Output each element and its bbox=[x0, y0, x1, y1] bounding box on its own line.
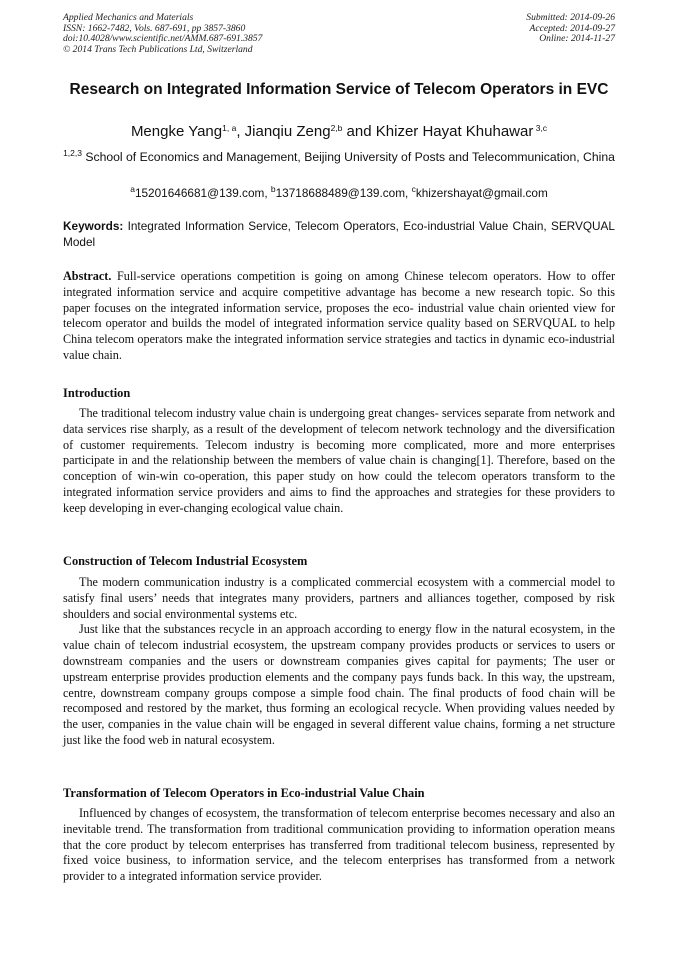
section-heading-transformation: Transformation of Telecom Operators in Eco-industrial Value Chain bbox=[63, 786, 425, 800]
email-mark: a bbox=[130, 184, 135, 194]
affiliation-mark: 1,2,3 bbox=[63, 148, 82, 158]
keywords-text: Integrated Information Service, Telecom Operators, Eco-industrial Value Chain, SERVQUAL Model bbox=[63, 219, 615, 249]
author-name: Khizer Hayat Khuhawar bbox=[375, 123, 534, 140]
author-affiliation-mark: 2,b bbox=[330, 123, 343, 133]
email-address: 13718688489@139.com, bbox=[275, 186, 412, 200]
keywords-label: Keywords: bbox=[63, 219, 124, 233]
keywords bbox=[63, 219, 615, 250]
paragraph: The traditional telecom industry value chain is undergoing great changes- services separate from network and data services rise sharply, as a result of the development of telecom network technology and the diversification of customer requirements. Telecom industry is becoming more complicated, more and more enterprises participate in and the relationship between the members of value chain is changing[1]. Therefore, based on the conception of win-win co-operation, this paper study on how could the telecom operators transform to the integrated information service providers and aims to find the approaches and strategies for these providers to keep developing in ever-changing ecological value chain. bbox=[63, 406, 615, 515]
journal-copyright: © 2014 Trans Tech Publications Ltd, Switzerland bbox=[63, 43, 253, 55]
author-separator: and bbox=[342, 123, 376, 140]
journal-doi: doi:10.4028/www.scientific.net/AMM.687-691.3857 bbox=[63, 33, 263, 45]
author-separator: , bbox=[236, 123, 245, 140]
introduction-body bbox=[63, 406, 615, 517]
online-date: Online: 2014-11-27 bbox=[539, 33, 615, 45]
section-heading-introduction: Introduction bbox=[63, 386, 131, 400]
email-mark: c bbox=[411, 184, 416, 194]
paragraph: The modern communication industry is a complicated commercial ecosystem with a commercial model to satisfy final users’ needs that integrates many providers, partners and alliances together, composed by risk shoulders and social environmental systems etc. bbox=[63, 575, 615, 621]
author-affiliation-mark: 3,c bbox=[533, 123, 548, 133]
journal-name: Applied Mechanics and Materials bbox=[63, 12, 194, 23]
abstract-text: Full-service operations competition is going on among Chinese telecom operators. How to offer integrated information service and acquire competitive advantage has become a new research topic. So this paper focuses on the integrated information service, proposes the eco- industrial value chain oriented view for telecom operator and builds the model of integrated information service quality based on SERVQUAL to help China telecom operators make the integrated information service strategies and tactics in dynamic eco-industrial value chain. bbox=[63, 269, 615, 362]
submission-dates bbox=[415, 13, 615, 45]
transformation-body bbox=[63, 806, 615, 885]
author-emails bbox=[63, 186, 615, 200]
paper-title: Research on Integrated Information Service of Telecom Operators in EVC bbox=[69, 81, 609, 98]
author-affiliation-mark: 1, a bbox=[222, 123, 237, 133]
abstract-label: Abstract. bbox=[63, 269, 112, 283]
paragraph: Just like that the substances recycle in an approach according to energy flow in the natural ecosystem, in the value chain of telecom industrial ecosystem, the upstream company provides products or services to users or downstream companies and the users or downstream companies gives capital for payments; The user or upstream enterprise provides production elements and the company pays funds back. In this way, the upstream, centre, downstream company groups compose a simple food chain. The final products of food chain will be recomposed and restored by the market, thus forming an ecological recycle. When providing values needed by the user, companies in the value chain will be engaged in several different value chains, forming a net structure just like the food web in natural ecosystem. bbox=[63, 622, 615, 747]
email-address: khizershayat@gmail.com bbox=[415, 186, 548, 200]
journal-info bbox=[63, 13, 363, 55]
submitted-date: Submitted: 2014-09-26 bbox=[526, 12, 615, 23]
journal-issn: ISSN: 1662-7482, Vols. 687-691, pp 3857-3860 bbox=[63, 22, 246, 34]
email-mark: b bbox=[270, 184, 276, 194]
email-address: 15201646681@139.com, bbox=[134, 186, 271, 200]
section-heading-construction: Construction of Telecom Industrial Ecosystem bbox=[63, 554, 308, 568]
construction-body bbox=[63, 575, 615, 749]
paragraph: Influenced by changes of ecosystem, the transformation of telecom enterprise becomes necessary and also an inevitable trend. The transformation from traditional communication providing to information operation means that the core product by telecom enterprises has transferred from traditional telecom business, represented by fixed voice business, to information service, and the telecom enterprises has transformed from a network provider to a integrated information service provider. bbox=[63, 806, 615, 884]
affiliation bbox=[63, 150, 615, 166]
author-name: Mengke Yang bbox=[130, 123, 223, 140]
affiliation-text: School of Economics and Management, Beijing University of Posts and Telecommunication, China bbox=[81, 150, 615, 164]
abstract bbox=[63, 269, 615, 364]
author-list bbox=[63, 123, 615, 141]
accepted-date: Accepted: 2014-09-27 bbox=[529, 22, 615, 34]
author-name: Jianqiu Zeng bbox=[244, 123, 331, 140]
